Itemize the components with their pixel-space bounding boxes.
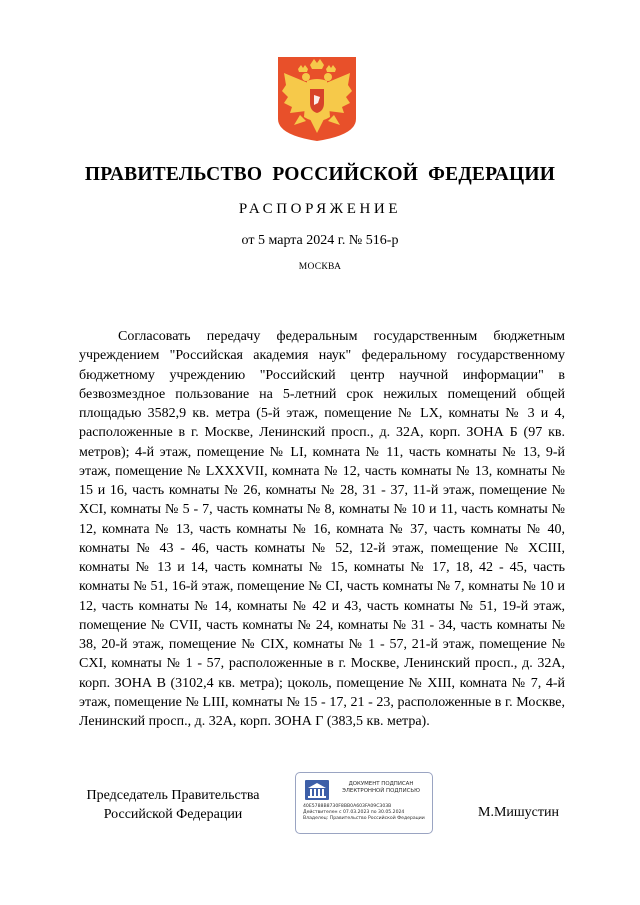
stamp-title-line1: ДОКУМЕНТ ПОДПИСАН (348, 781, 414, 787)
document-date-number: от 5 марта 2024 г. № 516-р (241, 233, 399, 248)
emblem-building-icon (305, 780, 329, 800)
government-title: ПРАВИТЕЛЬСТВО РОССИЙСКОЙ ФЕДЕРАЦИИ (84, 164, 556, 185)
stamp-title (332, 781, 430, 795)
stamp-validity: Действителен с 07.03.2023 по 30.05.2024 (303, 810, 405, 816)
signatory-position-line2: Российской Федерации (103, 807, 243, 822)
document-body-text: Согласовать передачу федеральным государственным бюджетным учреждением "Российская академия наук" федеральному государственному бюджетному учреждению "Российский центр научной информации" в безвозмездное пользование на 5-летний срок нежилых помещений общей площадью 3582,9 кв. метра (5-й этаж, помещение № LX, комнаты № 3 и 4, расположенные в г. Москве, Ленинский просп., д. 32А, корп. ЗОНА Б (97 кв. метров); 4-й этаж, помещение № LI, комната № 11, часть комнаты № 13, 9-й этаж, помещение № LXXXVII, комната № 12, часть комнаты № 13, комнаты № 15 и 16, часть комнаты № 26, комнаты № 28, 31 - 37, 11-й этаж, помещение № XCI, комнаты № 5 - 7, часть комнаты № 8, комнаты № 10 и 11, часть комнаты № 12, комната № 13, часть комнаты № 16, комната № 37, часть комнаты № 40, комнаты № 43 - 46, часть комнаты № 52, 12-й этаж, помещение № XCIII, комнаты № 13 и 14, часть комнаты № 15, комнаты № 17, 18, 42 - 45, часть комнаты № 51, 16-й этаж, помещение № CI, часть комнаты № 7, комнаты № 10 и 12, часть комнаты № 14, комнаты № 42 и 43, часть комнаты № 51, 19-й этаж, помещение № CVII, часть комнаты № 24, комнаты № 31 - 34, часть комнаты № 38, 20-й этаж, помещение № CIX, комнаты № 1 - 57, 21-й этаж, помещение № CXI, комнаты № 1 - 57, расположенные в г. Москве, Ленинский просп., д. 32А, корп. ЗОНА В (3102,4 кв. метра); цоколь, помещение № XIII, комната № 7, 4-й этаж, помещение № LIII, комнаты № 15 - 17, 21 - 23, расположенные в г. Москве, Ленинский просп., д. 32А, корп. ЗОНА Г (383,5 кв. метра). (79, 329, 565, 729)
electronic-signature-stamp (295, 772, 433, 834)
stamp-certificate: 40E5788B8730F8BB0A603FA09C303B (303, 804, 392, 809)
stamp-title-line2: ЭЛЕКТРОННОЙ ПОДПИСЬЮ (342, 788, 420, 794)
signatory-position-line1: Председатель Правительства (86, 788, 260, 803)
signatory-position (78, 786, 268, 824)
coat-of-arms-emblem (276, 55, 358, 143)
document-type: РАСПОРЯЖЕНИЕ (238, 201, 402, 217)
stamp-owner: Владелец: Правительство Российской Федерации (303, 816, 425, 822)
document-city: МОСКВА (298, 262, 342, 272)
signatory-name: М.Мишустин (478, 805, 559, 820)
stamp-details (303, 804, 431, 823)
